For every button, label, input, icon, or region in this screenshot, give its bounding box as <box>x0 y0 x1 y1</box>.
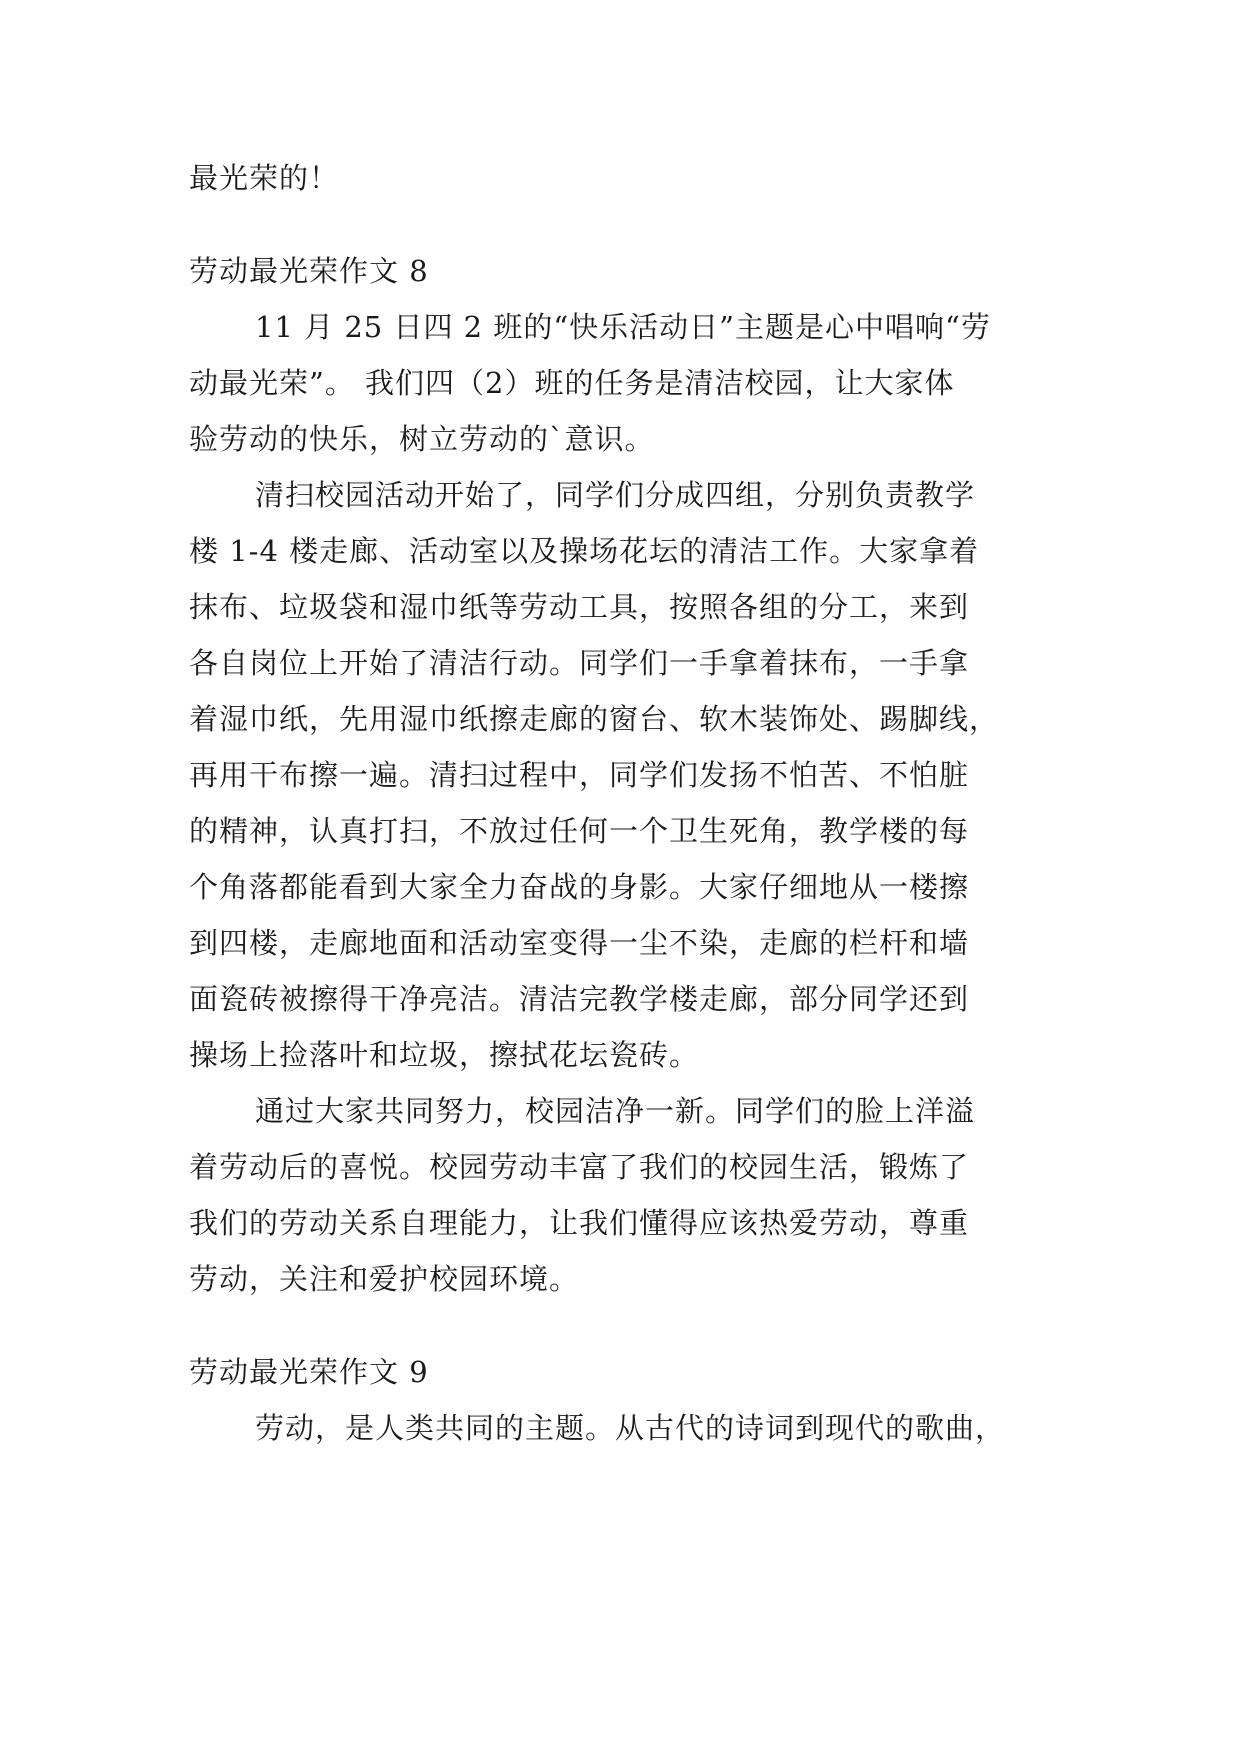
paragraph-line: 动最光荣”。 我们四（2）班的任务是清洁校园，让大家体 <box>189 366 955 400</box>
paragraph-line: 到四楼，走廊地面和活动室变得一尘不染，走廊的栏杆和墙 <box>189 926 970 960</box>
paragraph-line: 我们的劳动关系自理能力，让我们懂得应该热爱劳动，尊重 <box>189 1206 970 1240</box>
lead-line: 最光荣的！ <box>189 161 340 195</box>
paragraph-line: 楼 1-4 楼走廊、活动室以及操场花坛的清洁工作。大家拿着 <box>189 534 980 568</box>
paragraph-line: 劳动，关注和爱护校园环境。 <box>189 1262 580 1296</box>
paragraph <box>189 1083 1054 1307</box>
paragraph-line: 劳动，是人类共同的主题。从古代的诗词到现代的歌曲， <box>255 1411 1006 1445</box>
paragraph-line: 着湿巾纸，先用湿巾纸擦走廊的窗台、软木装饰处、踢脚线， <box>189 702 1000 736</box>
section-heading-9: 劳动最光荣作文 9 <box>189 1355 429 1389</box>
document-body <box>189 150 1054 1456</box>
paragraph-line: 抹布、垃圾袋和湿巾纸等劳动工具，按照各组的分工，来到 <box>189 590 970 624</box>
paragraph-line: 面瓷砖被擦得干净亮洁。清洁完教学楼走廊，部分同学还到 <box>189 982 970 1016</box>
paragraph <box>189 467 1054 1083</box>
paragraph-line: 各自岗位上开始了清洁行动。同学们一手拿着抹布，一手拿 <box>189 646 970 680</box>
paragraph-line: 清扫校园活动开始了，同学们分成四组，分别负责教学 <box>255 478 976 512</box>
paragraph <box>189 1400 1054 1456</box>
paragraph-line: 11 月 25 日四 2 班的“快乐活动日”主题是心中唱响“劳 <box>255 310 991 344</box>
paragraph-line: 着劳动后的喜悦。校园劳动丰富了我们的校园生活，锻炼了 <box>189 1150 970 1184</box>
paragraph-line: 验劳动的快乐，树立劳动的`意识。 <box>189 422 655 456</box>
paragraph-line: 个角落都能看到大家全力奋战的身影。大家仔细地从一楼擦 <box>189 870 970 904</box>
paragraph-line: 通过大家共同努力，校园洁净一新。同学们的脸上洋溢 <box>255 1094 976 1128</box>
section-gap <box>189 1307 1054 1344</box>
paragraph-line: 的精神，认真打扫，不放过任何一个卫生死角，教学楼的每 <box>189 814 970 848</box>
section-heading-8: 劳动最光荣作文 8 <box>189 254 429 288</box>
section-gap <box>189 206 1054 243</box>
paragraph <box>189 299 1054 467</box>
paragraph-line: 操场上捡落叶和垃圾，擦拭花坛瓷砖。 <box>189 1038 700 1072</box>
paragraph-line: 再用干布擦一遍。清扫过程中，同学们发扬不怕苦、不怕脏 <box>189 758 970 792</box>
